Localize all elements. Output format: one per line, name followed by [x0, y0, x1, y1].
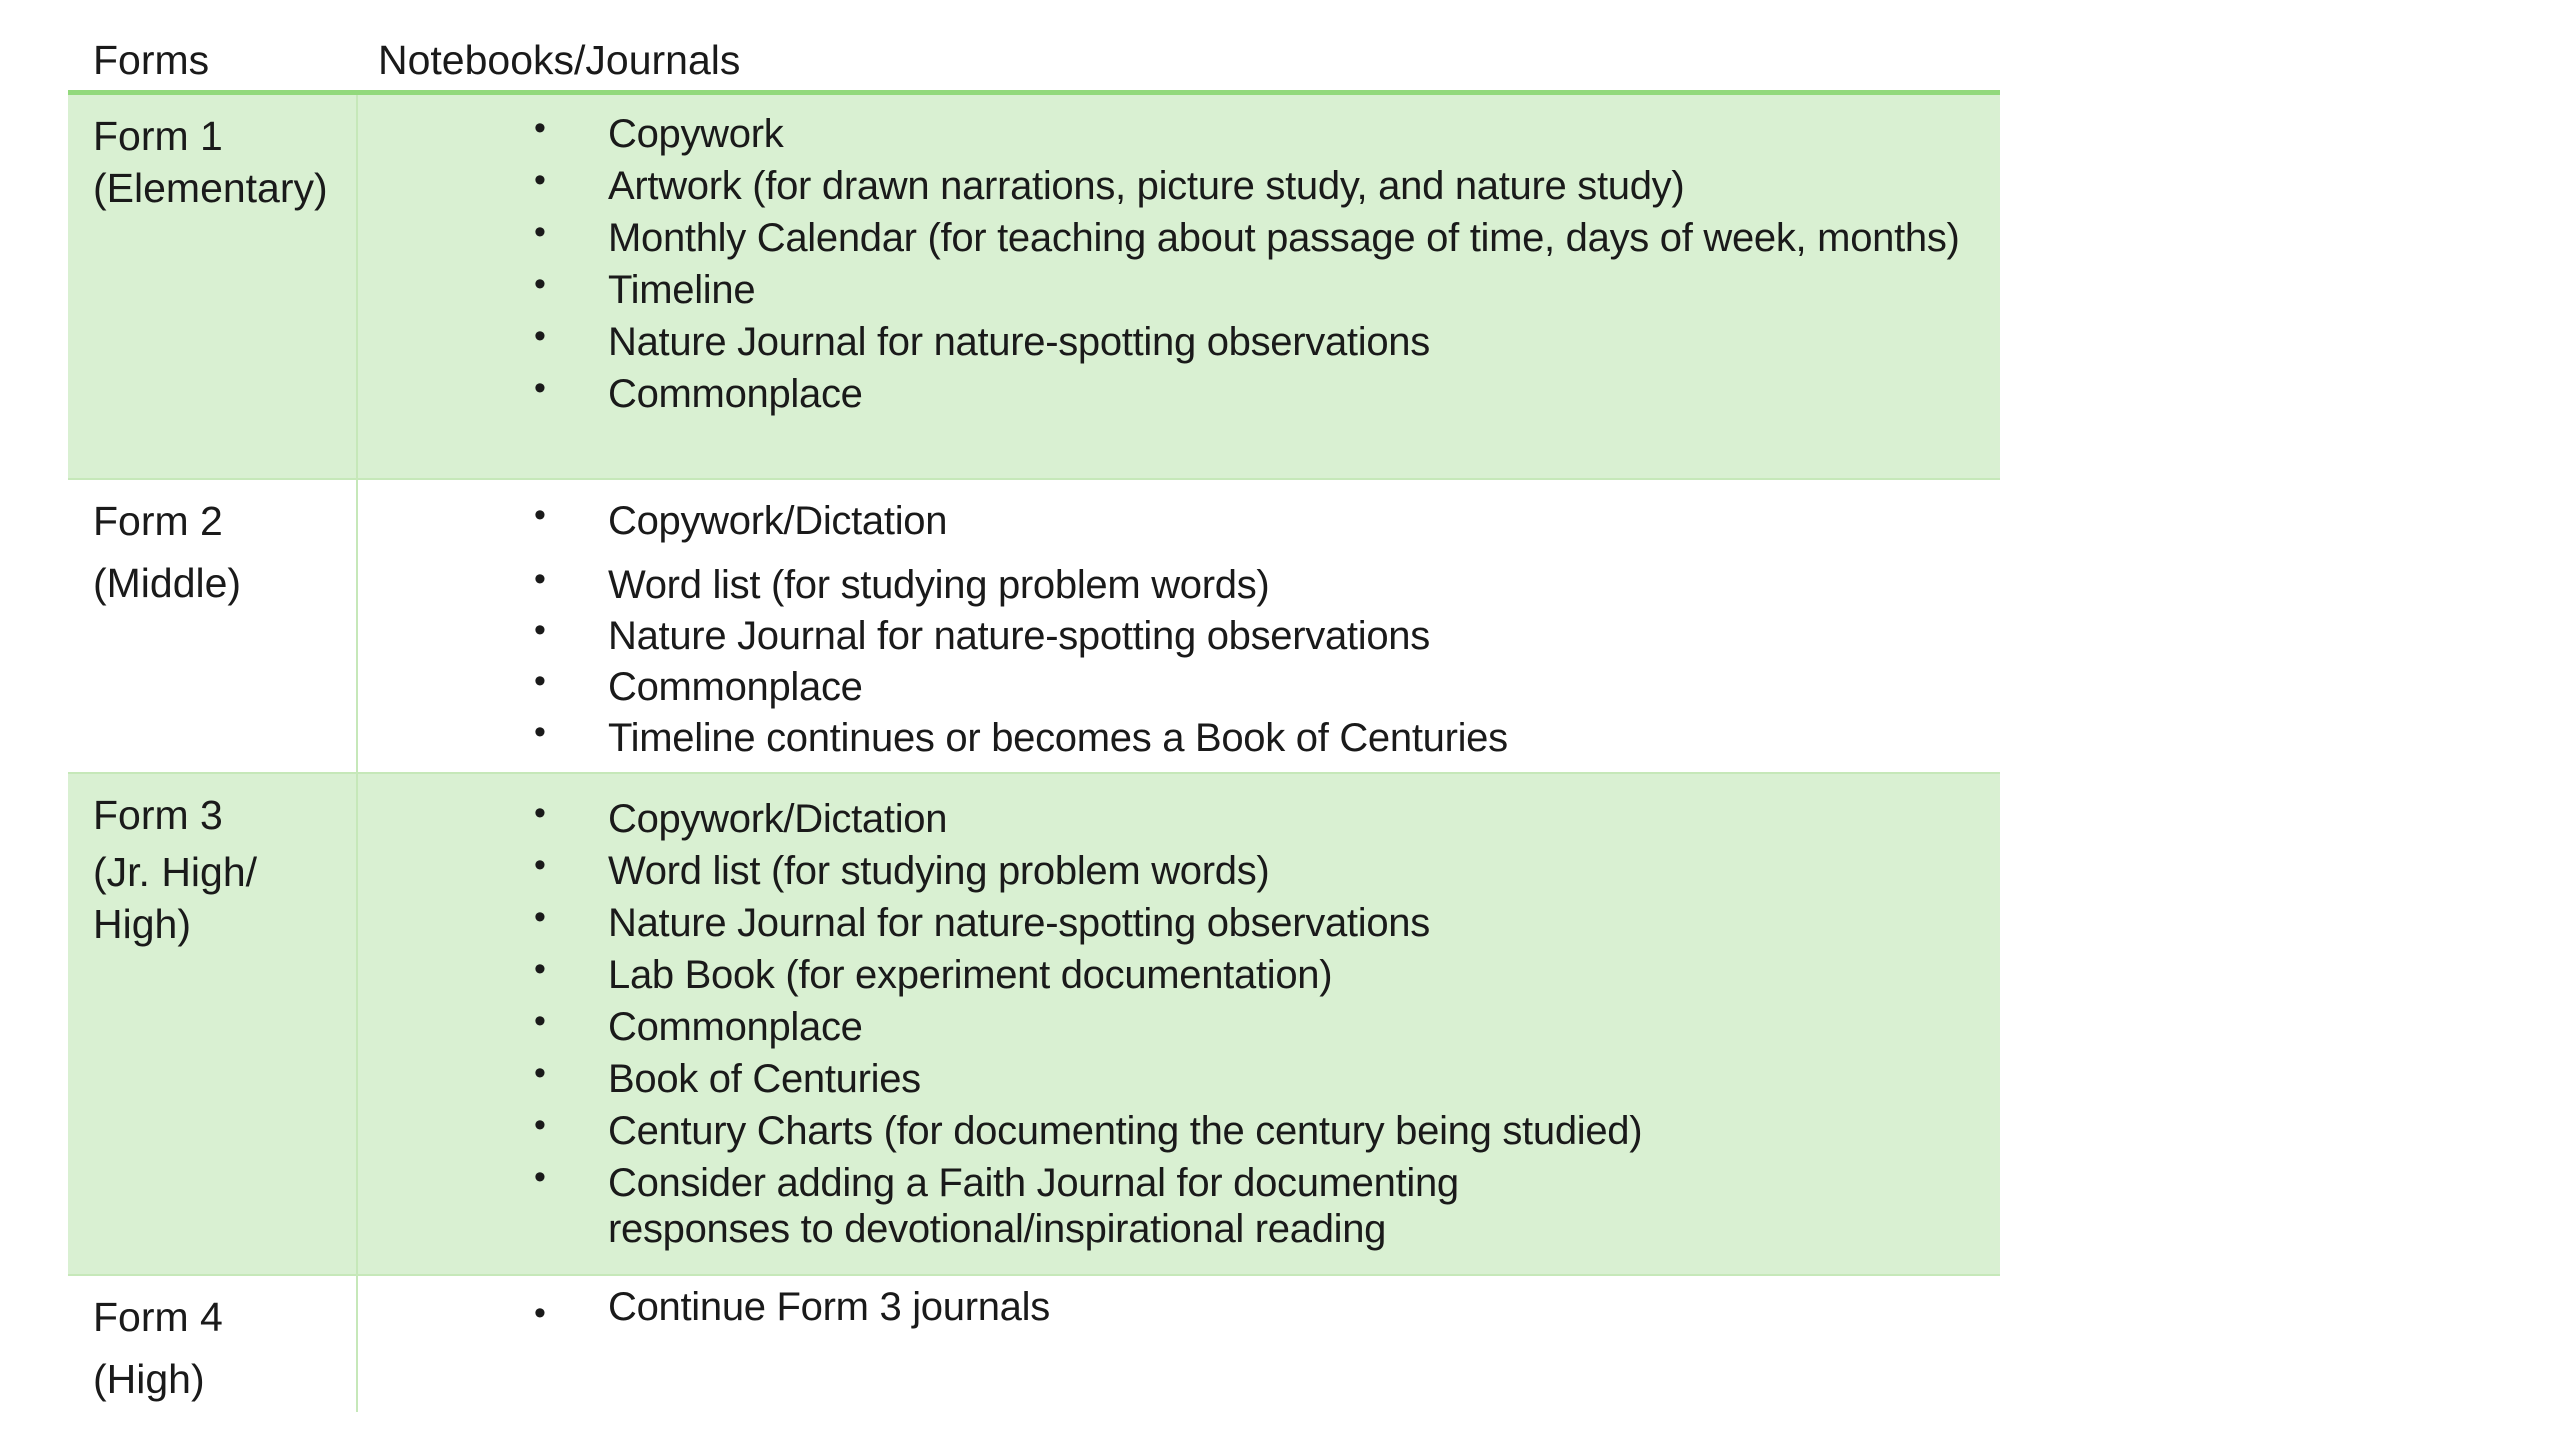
list-item-text: Continue Form 3 journals [608, 1285, 1050, 1329]
bullet-icon: • [534, 846, 546, 884]
journal-list [358, 796, 2000, 1256]
list-item [358, 1056, 2000, 1108]
table-row-form-3 [68, 772, 2000, 1274]
header-forms: Forms [93, 37, 210, 83]
bullet-icon: • [534, 317, 546, 355]
list-item-text: Copywork/Dictation [608, 499, 948, 543]
list-item-text: Word list (for studying problem words) [608, 563, 1270, 607]
list-item [358, 900, 2000, 952]
form-level-continued: High) [93, 901, 191, 947]
bullet-icon: • [534, 265, 546, 303]
table-row-form-4 [68, 1274, 2000, 1412]
form-cell [68, 95, 358, 478]
list-item-text: Book of Centuries [608, 1057, 921, 1101]
form-level: (Jr. High/ [93, 849, 258, 895]
list-item-text: Century Charts (for documenting the century being studied) [608, 1109, 1643, 1153]
bullet-icon: • [534, 560, 546, 598]
list-item [358, 613, 2000, 664]
list-item-text: Word list (for studying problem words) [608, 849, 1270, 893]
bullet-icon: • [534, 1002, 546, 1040]
table-row-form-1 [68, 95, 2000, 478]
list-item [358, 796, 2000, 848]
bullet-icon: • [534, 662, 546, 700]
list-item [358, 1108, 2000, 1160]
form-level: (Middle) [93, 560, 242, 606]
bullet-icon: • [534, 611, 546, 649]
form-name: Form 1 [93, 113, 223, 159]
list-item-text: Commonplace [608, 1005, 863, 1049]
form-cell [68, 1276, 358, 1412]
journal-list [358, 1284, 2000, 1330]
form-cell [68, 774, 358, 1274]
form-name: Form 4 [93, 1294, 223, 1340]
list-item [358, 952, 2000, 1004]
list-item [358, 267, 2000, 319]
journals-cell [358, 480, 2000, 772]
list-item [358, 371, 2000, 423]
list-item [358, 319, 2000, 371]
table-header-row [68, 30, 2000, 95]
list-item-text: Copywork [608, 112, 784, 156]
list-item-text: Copywork/Dictation [608, 797, 948, 841]
list-item [358, 111, 2000, 163]
bullet-icon: • [534, 1054, 546, 1092]
journals-cell [358, 774, 2000, 1274]
bullet-icon: • [534, 950, 546, 988]
form-name: Form 3 [93, 792, 223, 838]
bullet-icon: • [534, 1158, 546, 1196]
list-item [358, 664, 2000, 715]
list-item [358, 715, 2000, 766]
list-item [358, 498, 2000, 562]
form-name: Form 2 [93, 498, 223, 544]
list-item [358, 848, 2000, 900]
form-level: (High) [93, 1356, 205, 1402]
bullet-icon: • [534, 713, 546, 751]
bullet-icon: • [534, 1294, 546, 1332]
bullet-icon: • [534, 161, 546, 199]
form-level: (Elementary) [93, 165, 328, 211]
list-item [358, 1004, 2000, 1056]
bullet-icon: • [534, 109, 546, 147]
list-item [358, 1284, 2000, 1330]
journals-cell [358, 1276, 2000, 1412]
form-cell [68, 480, 358, 772]
bullet-icon: • [534, 213, 546, 251]
journal-list [358, 111, 2000, 423]
bullet-icon: • [534, 369, 546, 407]
bullet-icon: • [534, 496, 546, 534]
journal-list [358, 498, 2000, 766]
bullet-icon: • [534, 1106, 546, 1144]
list-item [358, 215, 2000, 267]
list-item-text: Nature Journal for nature-spotting observations [608, 901, 1430, 945]
list-item [358, 1160, 2000, 1256]
forms-journals-table [68, 30, 2000, 1412]
journals-cell [358, 95, 2000, 478]
table-row-form-2 [68, 478, 2000, 772]
list-item-text: Timeline continues or becomes a Book of Centuries [608, 716, 1508, 760]
list-item-text: Consider adding a Faith Journal for documenting responses to devotional/inspirational reading [608, 1161, 1459, 1251]
list-item-text: Nature Journal for nature-spotting observations [608, 614, 1430, 658]
list-item [358, 562, 2000, 613]
list-item-text: Nature Journal for nature-spotting observations [608, 320, 1430, 364]
bullet-icon: • [534, 898, 546, 936]
list-item-text: Lab Book (for experiment documentation) [608, 953, 1333, 997]
bullet-icon: • [534, 794, 546, 832]
list-item-text: Monthly Calendar (for teaching about passage of time, days of week, months) [608, 216, 1960, 260]
list-item [358, 163, 2000, 215]
list-item-text: Commonplace [608, 665, 863, 709]
list-item-text: Artwork (for drawn narrations, picture study, and nature study) [608, 164, 1685, 208]
header-notebooks-journals: Notebooks/Journals [378, 37, 741, 83]
list-item-text: Timeline [608, 268, 756, 312]
list-item-text: Commonplace [608, 372, 863, 416]
